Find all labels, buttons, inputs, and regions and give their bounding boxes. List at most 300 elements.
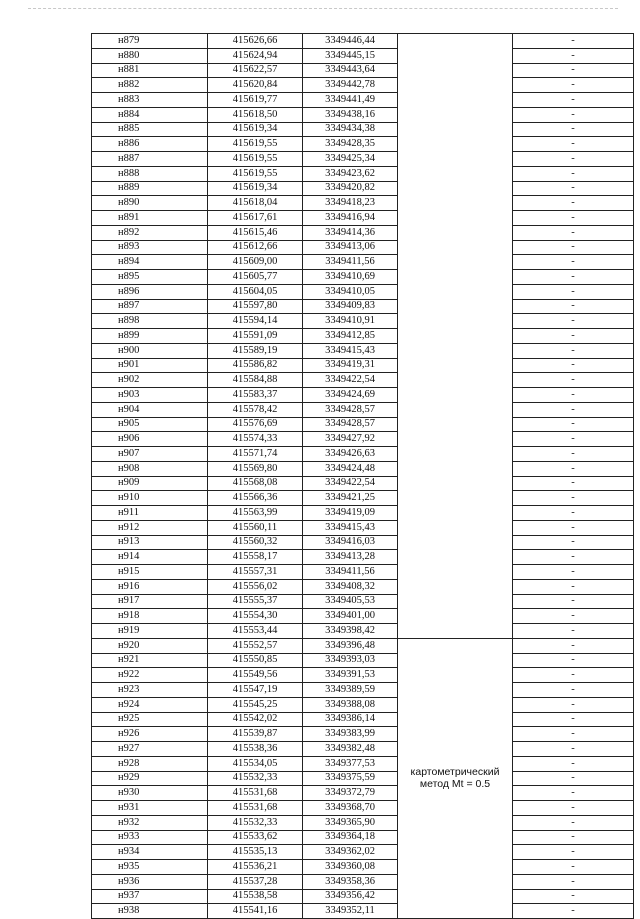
x-coordinate-cell: 415619,34 <box>208 181 303 196</box>
dash-cell: - <box>513 166 634 181</box>
point-name-cell: н896 <box>92 284 208 299</box>
x-coordinate-cell: 415609,00 <box>208 255 303 270</box>
y-coordinate-cell: 3349375,59 <box>303 771 398 786</box>
x-coordinate-cell: 415554,30 <box>208 609 303 624</box>
point-name-cell: н881 <box>92 63 208 78</box>
table-row <box>92 211 634 226</box>
point-name-cell: н889 <box>92 181 208 196</box>
dash-cell: - <box>513 491 634 506</box>
y-coordinate-cell: 3349405,53 <box>303 594 398 609</box>
y-coordinate-cell: 3349368,70 <box>303 801 398 816</box>
x-coordinate-cell: 415553,44 <box>208 624 303 639</box>
x-coordinate-cell: 415537,28 <box>208 874 303 889</box>
y-coordinate-cell: 3349422,54 <box>303 373 398 388</box>
y-coordinate-cell: 3349434,38 <box>303 122 398 137</box>
dash-cell: - <box>513 506 634 521</box>
x-coordinate-cell: 415612,66 <box>208 240 303 255</box>
table-row <box>92 417 634 432</box>
y-coordinate-cell: 3349425,34 <box>303 152 398 167</box>
x-coordinate-cell: 415604,05 <box>208 284 303 299</box>
dash-cell: - <box>513 417 634 432</box>
y-coordinate-cell: 3349409,83 <box>303 299 398 314</box>
y-coordinate-cell: 3349446,44 <box>303 34 398 49</box>
dash-cell: - <box>513 343 634 358</box>
x-coordinate-cell: 415558,17 <box>208 550 303 565</box>
table-row <box>92 152 634 167</box>
point-name-cell: н910 <box>92 491 208 506</box>
dash-cell: - <box>513 565 634 580</box>
table-row <box>92 343 634 358</box>
table-row <box>92 771 634 786</box>
y-coordinate-cell: 3349365,90 <box>303 815 398 830</box>
y-coordinate-cell: 3349356,42 <box>303 889 398 904</box>
table-row <box>92 579 634 594</box>
dash-cell: - <box>513 402 634 417</box>
dash-cell: - <box>513 107 634 122</box>
table-row <box>92 240 634 255</box>
y-coordinate-cell: 3349411,56 <box>303 565 398 580</box>
table-row <box>92 550 634 565</box>
table-row <box>92 874 634 889</box>
table-row <box>92 904 634 919</box>
x-coordinate-cell: 415552,57 <box>208 638 303 653</box>
table-row <box>92 329 634 344</box>
y-coordinate-cell: 3349427,92 <box>303 432 398 447</box>
dash-cell: - <box>513 388 634 403</box>
x-coordinate-cell: 415547,19 <box>208 683 303 698</box>
table-row <box>92 801 634 816</box>
x-coordinate-cell: 415618,04 <box>208 196 303 211</box>
dash-cell: - <box>513 299 634 314</box>
table-row <box>92 697 634 712</box>
dash-cell: - <box>513 34 634 49</box>
y-coordinate-cell: 3349414,36 <box>303 225 398 240</box>
dash-cell: - <box>513 284 634 299</box>
y-coordinate-cell: 3349410,05 <box>303 284 398 299</box>
table-row <box>92 93 634 108</box>
y-coordinate-cell: 3349410,91 <box>303 314 398 329</box>
point-name-cell: н912 <box>92 520 208 535</box>
x-coordinate-cell: 415586,82 <box>208 358 303 373</box>
point-name-cell: н904 <box>92 402 208 417</box>
table-row <box>92 565 634 580</box>
y-coordinate-cell: 3349423,62 <box>303 166 398 181</box>
table-row <box>92 742 634 757</box>
x-coordinate-cell: 415578,42 <box>208 402 303 417</box>
point-name-cell: н900 <box>92 343 208 358</box>
table-row <box>92 830 634 845</box>
table-row <box>92 609 634 624</box>
point-name-cell: н880 <box>92 48 208 63</box>
dash-cell: - <box>513 860 634 875</box>
x-coordinate-cell: 415618,50 <box>208 107 303 122</box>
y-coordinate-cell: 3349386,14 <box>303 712 398 727</box>
table-row <box>92 653 634 668</box>
table-row <box>92 845 634 860</box>
y-coordinate-cell: 3349401,00 <box>303 609 398 624</box>
point-name-cell: н901 <box>92 358 208 373</box>
dash-cell: - <box>513 653 634 668</box>
y-coordinate-cell: 3349419,09 <box>303 506 398 521</box>
y-coordinate-cell: 3349416,94 <box>303 211 398 226</box>
dash-cell: - <box>513 874 634 889</box>
table-row <box>92 815 634 830</box>
x-coordinate-cell: 415619,55 <box>208 166 303 181</box>
table-row <box>92 270 634 285</box>
point-name-cell: н927 <box>92 742 208 757</box>
x-coordinate-cell: 415539,87 <box>208 727 303 742</box>
table-row <box>92 402 634 417</box>
table-row <box>92 122 634 137</box>
y-coordinate-cell: 3349418,23 <box>303 196 398 211</box>
dash-cell: - <box>513 594 634 609</box>
x-coordinate-cell: 415589,19 <box>208 343 303 358</box>
x-coordinate-cell: 415619,77 <box>208 93 303 108</box>
table-row <box>92 491 634 506</box>
coordinates-table <box>91 33 634 919</box>
point-name-cell: н907 <box>92 447 208 462</box>
point-name-cell: н932 <box>92 815 208 830</box>
y-coordinate-cell: 3349424,48 <box>303 461 398 476</box>
dash-cell: - <box>513 771 634 786</box>
x-coordinate-cell: 415542,02 <box>208 712 303 727</box>
x-coordinate-cell: 415545,25 <box>208 697 303 712</box>
table-row <box>92 225 634 240</box>
table-row <box>92 756 634 771</box>
point-name-cell: н894 <box>92 255 208 270</box>
dash-cell: - <box>513 78 634 93</box>
x-coordinate-cell: 415583,37 <box>208 388 303 403</box>
point-name-cell: н906 <box>92 432 208 447</box>
x-coordinate-cell: 415563,99 <box>208 506 303 521</box>
dash-cell: - <box>513 889 634 904</box>
x-coordinate-cell: 415619,55 <box>208 152 303 167</box>
y-coordinate-cell: 3349382,48 <box>303 742 398 757</box>
dash-cell: - <box>513 609 634 624</box>
x-coordinate-cell: 415536,21 <box>208 860 303 875</box>
table-row <box>92 107 634 122</box>
y-coordinate-cell: 3349428,35 <box>303 137 398 152</box>
dash-cell: - <box>513 432 634 447</box>
y-coordinate-cell: 3349398,42 <box>303 624 398 639</box>
y-coordinate-cell: 3349421,25 <box>303 491 398 506</box>
x-coordinate-cell: 415622,57 <box>208 63 303 78</box>
dash-cell: - <box>513 579 634 594</box>
dash-cell: - <box>513 137 634 152</box>
method-cell <box>398 34 513 639</box>
x-coordinate-cell: 415569,80 <box>208 461 303 476</box>
dash-cell: - <box>513 358 634 373</box>
point-name-cell: н890 <box>92 196 208 211</box>
x-coordinate-cell: 415531,68 <box>208 801 303 816</box>
x-coordinate-cell: 415574,33 <box>208 432 303 447</box>
table-row <box>92 520 634 535</box>
point-name-cell: н934 <box>92 845 208 860</box>
x-coordinate-cell: 415619,34 <box>208 122 303 137</box>
table-row <box>92 476 634 491</box>
y-coordinate-cell: 3349391,53 <box>303 668 398 683</box>
dash-cell: - <box>513 270 634 285</box>
point-name-cell: н931 <box>92 801 208 816</box>
table-row <box>92 255 634 270</box>
table-row <box>92 137 634 152</box>
y-coordinate-cell: 3349393,03 <box>303 653 398 668</box>
point-name-cell: н887 <box>92 152 208 167</box>
x-coordinate-cell: 415555,37 <box>208 594 303 609</box>
point-name-cell: н919 <box>92 624 208 639</box>
point-name-cell: н898 <box>92 314 208 329</box>
point-name-cell: н895 <box>92 270 208 285</box>
dash-cell: - <box>513 845 634 860</box>
table-row <box>92 668 634 683</box>
dash-cell: - <box>513 727 634 742</box>
x-coordinate-cell: 415594,14 <box>208 314 303 329</box>
x-coordinate-cell: 415533,62 <box>208 830 303 845</box>
point-name-cell: н929 <box>92 771 208 786</box>
x-coordinate-cell: 415560,32 <box>208 535 303 550</box>
table-row <box>92 299 634 314</box>
y-coordinate-cell: 3349441,49 <box>303 93 398 108</box>
table-row <box>92 166 634 181</box>
y-coordinate-cell: 3349408,32 <box>303 579 398 594</box>
dash-cell: - <box>513 638 634 653</box>
point-name-cell: н891 <box>92 211 208 226</box>
table-row <box>92 683 634 698</box>
point-name-cell: н917 <box>92 594 208 609</box>
y-coordinate-cell: 3349364,18 <box>303 830 398 845</box>
dash-cell: - <box>513 830 634 845</box>
x-coordinate-cell: 415617,61 <box>208 211 303 226</box>
x-coordinate-cell: 415535,13 <box>208 845 303 860</box>
dash-cell: - <box>513 225 634 240</box>
x-coordinate-cell: 415550,85 <box>208 653 303 668</box>
table-row <box>92 373 634 388</box>
point-name-cell: н930 <box>92 786 208 801</box>
dash-cell: - <box>513 93 634 108</box>
dash-cell: - <box>513 815 634 830</box>
point-name-cell: н892 <box>92 225 208 240</box>
dash-cell: - <box>513 697 634 712</box>
point-name-cell: н886 <box>92 137 208 152</box>
y-coordinate-cell: 3349358,36 <box>303 874 398 889</box>
point-name-cell: н909 <box>92 476 208 491</box>
table-row <box>92 48 634 63</box>
dash-cell: - <box>513 904 634 919</box>
point-name-cell: н933 <box>92 830 208 845</box>
y-coordinate-cell: 3349388,08 <box>303 697 398 712</box>
dash-cell: - <box>513 48 634 63</box>
point-name-cell: н936 <box>92 874 208 889</box>
point-name-cell: н928 <box>92 756 208 771</box>
point-name-cell: н926 <box>92 727 208 742</box>
y-coordinate-cell: 3349352,11 <box>303 904 398 919</box>
x-coordinate-cell: 415597,80 <box>208 299 303 314</box>
dash-cell: - <box>513 624 634 639</box>
point-name-cell: н915 <box>92 565 208 580</box>
x-coordinate-cell: 415571,74 <box>208 447 303 462</box>
point-name-cell: н918 <box>92 609 208 624</box>
dash-cell: - <box>513 211 634 226</box>
point-name-cell: н937 <box>92 889 208 904</box>
point-name-cell: н924 <box>92 697 208 712</box>
dash-cell: - <box>513 122 634 137</box>
y-coordinate-cell: 3349377,53 <box>303 756 398 771</box>
table-row <box>92 447 634 462</box>
dash-cell: - <box>513 801 634 816</box>
dash-cell: - <box>513 314 634 329</box>
point-name-cell: н938 <box>92 904 208 919</box>
point-name-cell: н925 <box>92 712 208 727</box>
point-name-cell: н882 <box>92 78 208 93</box>
table-row <box>92 358 634 373</box>
dash-cell: - <box>513 373 634 388</box>
dash-cell: - <box>513 476 634 491</box>
y-coordinate-cell: 3349428,57 <box>303 417 398 432</box>
y-coordinate-cell: 3349445,15 <box>303 48 398 63</box>
y-coordinate-cell: 3349396,48 <box>303 638 398 653</box>
x-coordinate-cell: 415624,94 <box>208 48 303 63</box>
point-name-cell: н916 <box>92 579 208 594</box>
point-name-cell: н913 <box>92 535 208 550</box>
y-coordinate-cell: 3349410,69 <box>303 270 398 285</box>
table-row <box>92 78 634 93</box>
y-coordinate-cell: 3349422,54 <box>303 476 398 491</box>
dash-cell: - <box>513 520 634 535</box>
point-name-cell: н888 <box>92 166 208 181</box>
point-name-cell: н899 <box>92 329 208 344</box>
x-coordinate-cell: 415584,88 <box>208 373 303 388</box>
y-coordinate-cell: 3349416,03 <box>303 535 398 550</box>
point-name-cell: н920 <box>92 638 208 653</box>
table-row <box>92 284 634 299</box>
dash-cell: - <box>513 742 634 757</box>
dash-cell: - <box>513 196 634 211</box>
x-coordinate-cell: 415615,46 <box>208 225 303 240</box>
dash-cell: - <box>513 550 634 565</box>
x-coordinate-cell: 415557,31 <box>208 565 303 580</box>
table-row <box>92 535 634 550</box>
y-coordinate-cell: 3349389,59 <box>303 683 398 698</box>
dash-cell: - <box>513 712 634 727</box>
y-coordinate-cell: 3349362,02 <box>303 845 398 860</box>
point-name-cell: н914 <box>92 550 208 565</box>
table-row <box>92 181 634 196</box>
dash-cell: - <box>513 683 634 698</box>
point-name-cell: н922 <box>92 668 208 683</box>
x-coordinate-cell: 415556,02 <box>208 579 303 594</box>
x-coordinate-cell: 415549,56 <box>208 668 303 683</box>
x-coordinate-cell: 415620,84 <box>208 78 303 93</box>
dash-cell: - <box>513 668 634 683</box>
point-name-cell: н897 <box>92 299 208 314</box>
x-coordinate-cell: 415532,33 <box>208 771 303 786</box>
table-row <box>92 196 634 211</box>
point-name-cell: н923 <box>92 683 208 698</box>
x-coordinate-cell: 415591,09 <box>208 329 303 344</box>
x-coordinate-cell: 415532,33 <box>208 815 303 830</box>
x-coordinate-cell: 415605,77 <box>208 270 303 285</box>
point-name-cell: н911 <box>92 506 208 521</box>
x-coordinate-cell: 415576,69 <box>208 417 303 432</box>
table-row <box>92 34 634 49</box>
y-coordinate-cell: 3349413,06 <box>303 240 398 255</box>
y-coordinate-cell: 3349420,82 <box>303 181 398 196</box>
x-coordinate-cell: 415534,05 <box>208 756 303 771</box>
dash-cell: - <box>513 535 634 550</box>
y-coordinate-cell: 3349411,56 <box>303 255 398 270</box>
dash-cell: - <box>513 447 634 462</box>
table-row <box>92 860 634 875</box>
point-name-cell: н902 <box>92 373 208 388</box>
point-name-cell: н921 <box>92 653 208 668</box>
point-name-cell: н905 <box>92 417 208 432</box>
page-top-rule <box>28 8 618 10</box>
table-row <box>92 594 634 609</box>
point-name-cell: н879 <box>92 34 208 49</box>
dash-cell: - <box>513 461 634 476</box>
table-row <box>92 889 634 904</box>
table-row <box>92 314 634 329</box>
x-coordinate-cell: 415568,08 <box>208 476 303 491</box>
y-coordinate-cell: 3349443,64 <box>303 63 398 78</box>
dash-cell: - <box>513 255 634 270</box>
table-row <box>92 432 634 447</box>
dash-cell: - <box>513 63 634 78</box>
method-cell <box>398 638 513 918</box>
table-row <box>92 712 634 727</box>
point-name-cell: н884 <box>92 107 208 122</box>
point-name-cell: н903 <box>92 388 208 403</box>
table-row <box>92 63 634 78</box>
table-row <box>92 786 634 801</box>
table-row <box>92 624 634 639</box>
y-coordinate-cell: 3349426,63 <box>303 447 398 462</box>
y-coordinate-cell: 3349412,85 <box>303 329 398 344</box>
y-coordinate-cell: 3349383,99 <box>303 727 398 742</box>
dash-cell: - <box>513 181 634 196</box>
y-coordinate-cell: 3349424,69 <box>303 388 398 403</box>
point-name-cell: н885 <box>92 122 208 137</box>
x-coordinate-cell: 415626,66 <box>208 34 303 49</box>
table-row <box>92 461 634 476</box>
dash-cell: - <box>513 756 634 771</box>
y-coordinate-cell: 3349415,43 <box>303 343 398 358</box>
y-coordinate-cell: 3349419,31 <box>303 358 398 373</box>
y-coordinate-cell: 3349428,57 <box>303 402 398 417</box>
table-row <box>92 638 634 653</box>
y-coordinate-cell: 3349360,08 <box>303 860 398 875</box>
dash-cell: - <box>513 329 634 344</box>
point-name-cell: н893 <box>92 240 208 255</box>
point-name-cell: н883 <box>92 93 208 108</box>
dash-cell: - <box>513 240 634 255</box>
point-name-cell: н908 <box>92 461 208 476</box>
y-coordinate-cell: 3349372,79 <box>303 786 398 801</box>
table-row <box>92 388 634 403</box>
point-name-cell: н935 <box>92 860 208 875</box>
y-coordinate-cell: 3349413,28 <box>303 550 398 565</box>
y-coordinate-cell: 3349438,16 <box>303 107 398 122</box>
y-coordinate-cell: 3349442,78 <box>303 78 398 93</box>
x-coordinate-cell: 415531,68 <box>208 786 303 801</box>
dash-cell: - <box>513 786 634 801</box>
table-row <box>92 506 634 521</box>
dash-cell: - <box>513 152 634 167</box>
x-coordinate-cell: 415541,16 <box>208 904 303 919</box>
x-coordinate-cell: 415619,55 <box>208 137 303 152</box>
coordinates-table-body <box>92 34 634 919</box>
x-coordinate-cell: 415566,36 <box>208 491 303 506</box>
